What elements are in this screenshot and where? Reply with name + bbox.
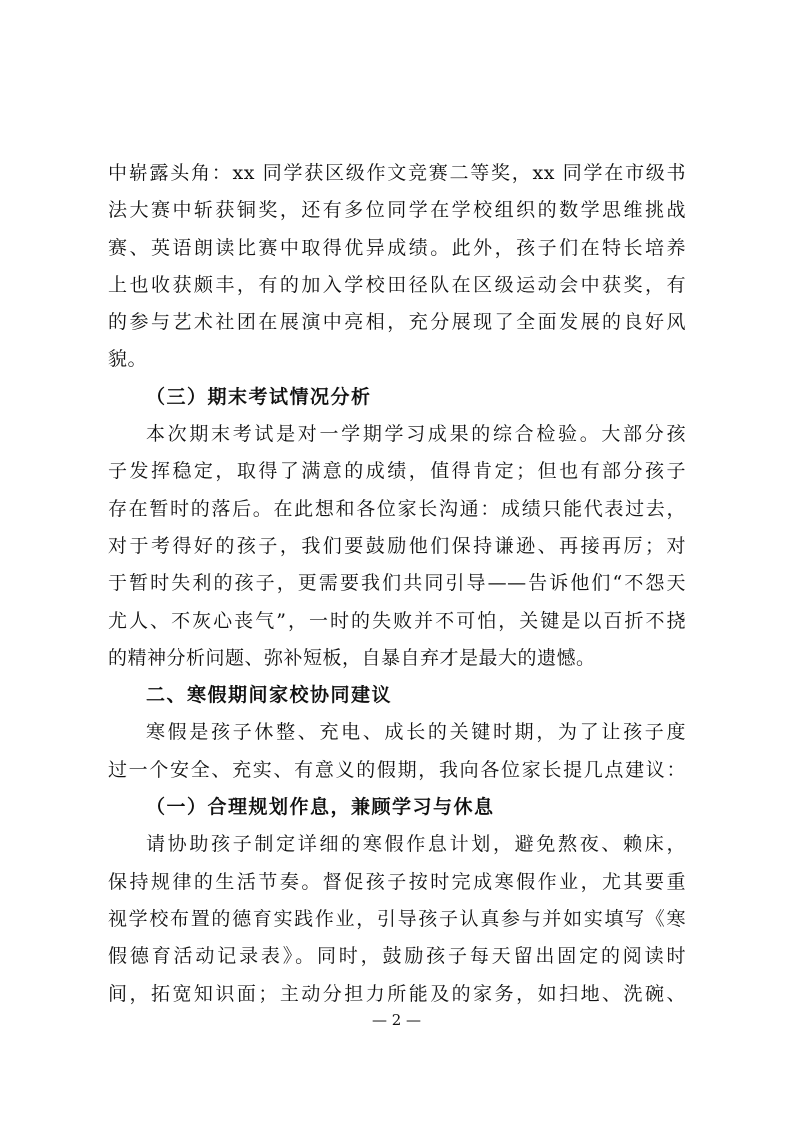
paragraph-line: 上也收获颇丰，有的加入学校田径队在区级运动会中获奖，有 (108, 273, 686, 296)
paragraph-line: 的参与艺术社团在展演中亮相，充分展现了全面发展的良好风 (108, 311, 686, 334)
paragraph-line: 间，拓宽知识面；主动分担力所能及的家务，如扫地、洗碗、 (108, 982, 686, 1005)
paragraph-line: 于暂时失利的孩子，更需要我们共同引导——告诉他们“不怨天 (108, 572, 686, 595)
document-body (108, 155, 686, 1013)
paragraph-line: 貌。 (108, 348, 148, 371)
paragraph-line: 存在暂时的落后。在此想和各位家长沟通：成绩只能代表过去， (108, 497, 686, 520)
page-number: — 2 — (371, 1011, 422, 1029)
paragraph-line: 的精神分析问题、弥补短板，自暴自弃才是最大的遗憾。 (108, 646, 596, 669)
paragraph-line: 寒假是孩子休整、充电、成长的关键时期，为了让孩子度 (146, 721, 686, 744)
paragraph-line: 对于考得好的孩子，我们要鼓励他们保持谦逊、再接再厉；对 (108, 534, 686, 557)
paragraph-line: 法大赛中斩获铜奖，还有多位同学在学校组织的数学思维挑战 (108, 199, 686, 222)
paragraph-line: 中崭露头角：xx 同学获区级作文竞赛二等奖，xx 同学在市级书 (108, 162, 686, 184)
section-heading-schedule: （一）合理规划作息，兼顾学习与休息 (146, 796, 495, 819)
paragraph-line: 假德育活动记录表》。同时，鼓励孩子每天留出固定的阅读时 (108, 945, 686, 968)
paragraph-line: 请协助孩子制定详细的寒假作息计划，避免熬夜、赖床， (146, 833, 686, 856)
paragraph-line: 保持规律的生活节奏。督促孩子按时完成寒假作业，尤其要重 (108, 870, 686, 893)
section-heading-winter-break: 二、寒假期间家校协同建议 (146, 684, 393, 707)
section-heading-exam-analysis: （三）期末考试情况分析 (146, 385, 372, 408)
paragraph-line: 子发挥稳定，取得了满意的成绩，值得肯定；但也有部分孩子 (108, 460, 686, 483)
paragraph-line: 本次期末考试是对一学期学习成果的综合检验。大部分孩 (146, 423, 686, 446)
paragraph-line: 过一个安全、充实、有意义的假期，我向各位家长提几点建议： (108, 758, 686, 781)
paragraph-line: 赛、英语朗读比赛中取得优异成绩。此外，孩子们在特长培养 (108, 236, 686, 259)
paragraph-line: 视学校布置的德育实践作业，引导孩子认真参与并如实填写《寒 (108, 907, 686, 930)
paragraph-line: 尤人、不灰心丧气”，一时的失败并不可怕，关键是以百折不挠 (108, 609, 686, 632)
